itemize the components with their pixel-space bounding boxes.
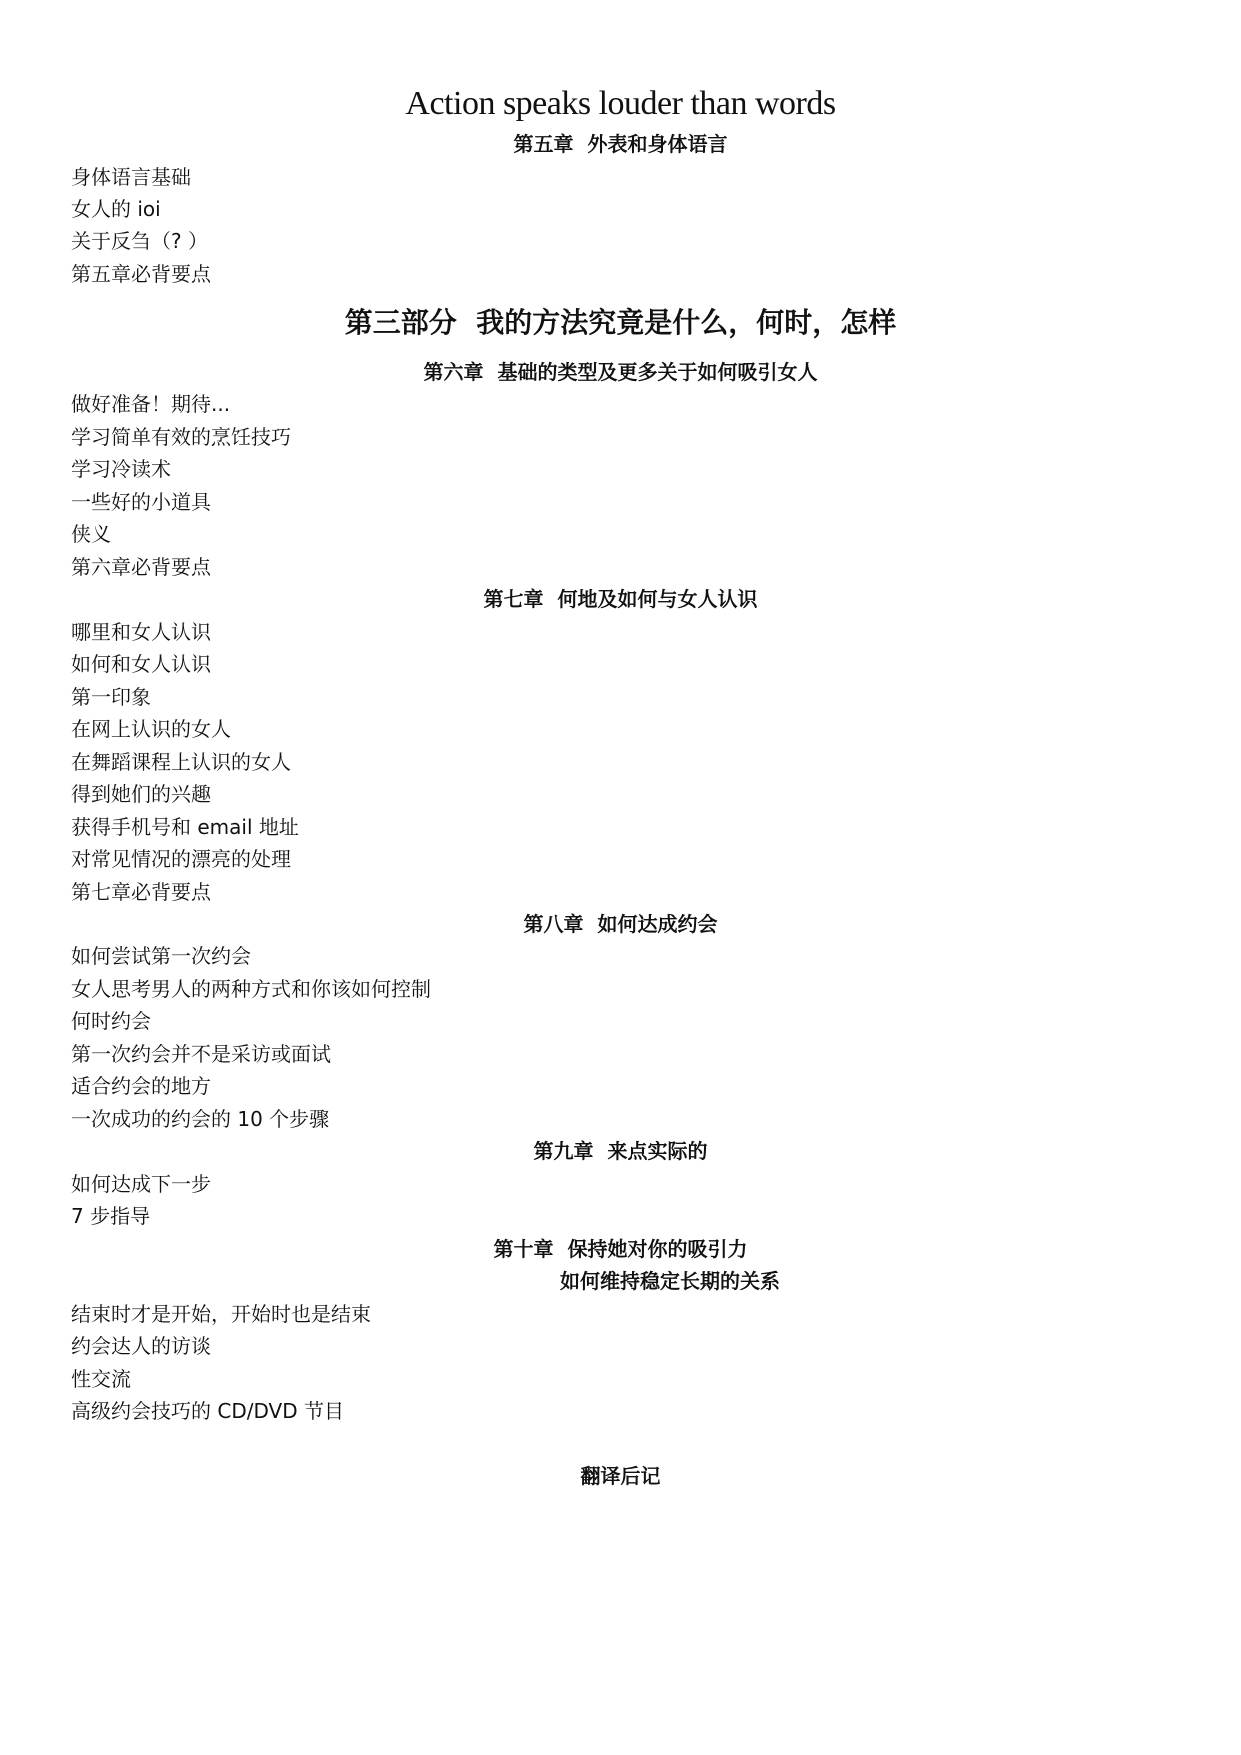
chapter-5-heading: 第五章 外表和身体语言 xyxy=(513,132,728,156)
list-item: 一次成功的约会的 10 个步骤 xyxy=(71,1107,330,1131)
chapter-6-heading: 第六章 基础的类型及更多关于如何吸引女人 xyxy=(423,360,818,384)
list-item: 侠义 xyxy=(71,522,111,546)
part-3-heading: 第三部分 我的方法究竟是什么，何时，怎样 xyxy=(344,306,897,339)
list-item: 高级约会技巧的 CD/DVD 节目 xyxy=(71,1399,344,1423)
list-item: 女人思考男人的两种方式和你该如何控制 xyxy=(71,977,431,1001)
list-item: 学习简单有效的烹饪技巧 xyxy=(71,425,291,449)
list-item: 第五章必背要点 xyxy=(71,262,211,286)
list-item: 对常见情况的漂亮的处理 xyxy=(71,847,291,871)
list-item: 得到她们的兴趣 xyxy=(71,782,211,806)
chapter-7-heading: 第七章 何地及如何与女人认识 xyxy=(483,587,758,611)
list-item: 7 步指导 xyxy=(71,1204,151,1228)
list-item: 结束时才是开始，开始时也是结束 xyxy=(71,1302,371,1326)
afterword-heading: 翻译后记 xyxy=(580,1464,661,1488)
list-item: 适合约会的地方 xyxy=(71,1074,211,1098)
chapter-8-heading: 第八章 如何达成约会 xyxy=(523,912,718,936)
list-item: 约会达人的访谈 xyxy=(71,1334,211,1358)
list-item: 关于反刍（? ） xyxy=(71,229,208,253)
list-item: 何时约会 xyxy=(71,1009,151,1033)
list-item: 第六章必背要点 xyxy=(71,555,211,579)
list-item: 第一次约会并不是采访或面试 xyxy=(71,1042,331,1066)
list-item: 如何和女人认识 xyxy=(71,652,211,676)
list-item: 如何尝试第一次约会 xyxy=(71,944,251,968)
list-item: 如何达成下一步 xyxy=(71,1172,211,1196)
list-item: 第一印象 xyxy=(71,685,151,709)
document-title: Action speaks louder than words xyxy=(405,85,836,122)
list-item: 身体语言基础 xyxy=(71,165,191,189)
list-item: 获得手机号和 email 地址 xyxy=(71,815,299,839)
chapter-9-heading: 第九章 来点实际的 xyxy=(533,1139,708,1163)
list-item: 女人的 ioi xyxy=(71,197,161,221)
list-item: 一些好的小道具 xyxy=(71,490,211,514)
list-item: 性交流 xyxy=(71,1367,131,1391)
list-item: 在舞蹈课程上认识的女人 xyxy=(71,750,291,774)
list-item: 做好准备！期待... xyxy=(71,392,231,416)
chapter-10-heading: 第十章 保持她对你的吸引力 xyxy=(493,1237,748,1261)
list-item: 在网上认识的女人 xyxy=(71,717,231,741)
chapter-10-subheading: 如何维持稳定长期的关系 xyxy=(560,1269,780,1293)
list-item: 第七章必背要点 xyxy=(71,880,211,904)
list-item: 学习冷读术 xyxy=(71,457,171,481)
list-item: 哪里和女人认识 xyxy=(71,620,211,644)
